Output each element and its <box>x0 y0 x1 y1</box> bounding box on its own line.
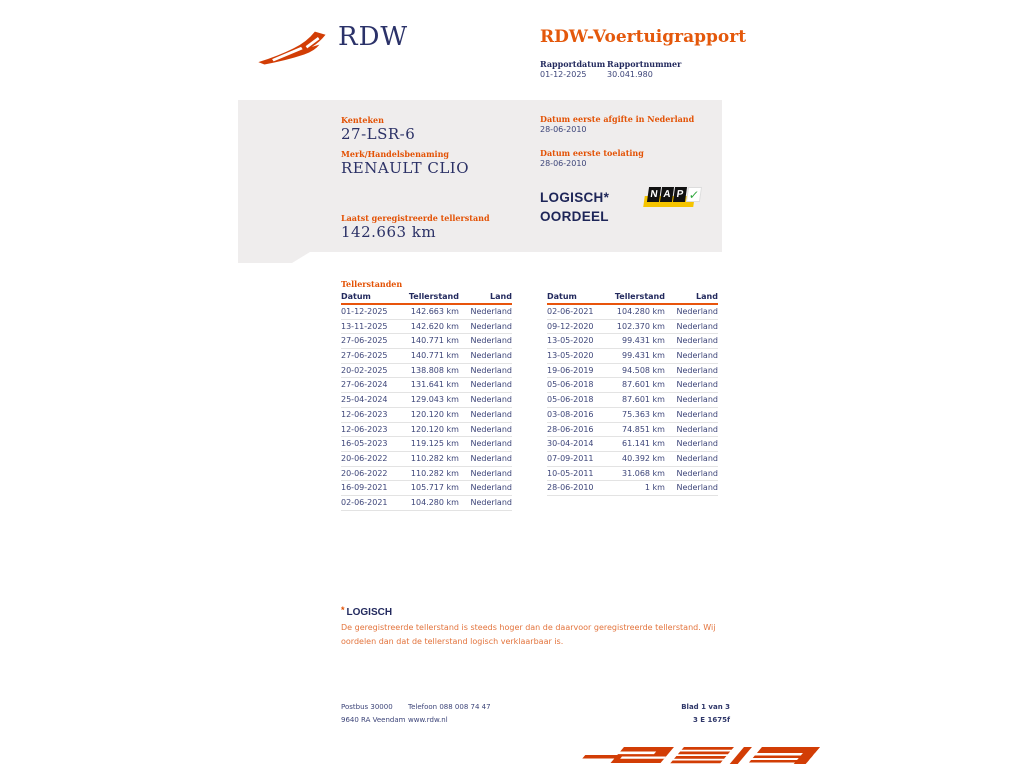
footer-form-code: 3 E 1675f <box>692 716 730 724</box>
table-row <box>341 496 512 511</box>
cell-tellerstand: 31.068 km <box>622 468 665 478</box>
nap-logo <box>648 187 700 209</box>
cell-land: Nederland <box>676 395 718 405</box>
cell-tellerstand: 40.392 km <box>622 453 665 463</box>
cell-tellerstand: 61.141 km <box>622 439 665 449</box>
table-row <box>547 408 718 423</box>
table-row <box>341 334 512 349</box>
table-row <box>341 378 512 393</box>
nap-checkmark-icon: ✓ <box>686 187 702 202</box>
cell-tellerstand: 138.808 km <box>410 365 459 375</box>
cell-land: Nederland <box>470 453 512 463</box>
nap-letter-p: P <box>673 187 687 202</box>
cell-land: Nederland <box>470 336 512 346</box>
table-header-row <box>341 291 512 305</box>
table-row <box>341 408 512 423</box>
speedlines-graphic-icon <box>543 741 823 768</box>
cell-tellerstand: 104.280 km <box>410 497 459 507</box>
nap-letter-a: A <box>660 187 674 202</box>
table-row <box>547 364 718 379</box>
logisch-asterisk: * <box>341 605 345 615</box>
oordeel-text <box>540 188 609 226</box>
cell-datum: 16-09-2021 <box>341 483 388 493</box>
odometer-table-right <box>547 291 718 496</box>
cell-land: Nederland <box>676 380 718 390</box>
table-row <box>547 349 718 364</box>
cell-tellerstand: 1 km <box>644 483 665 493</box>
rdw-logo-text: RDW <box>338 22 409 52</box>
merk-label: Merk/Handelsbenaming <box>341 149 450 159</box>
cell-datum: 27-06-2024 <box>341 380 388 390</box>
cell-datum: 27-06-2025 <box>341 336 388 346</box>
table-row <box>547 481 718 496</box>
cell-land: Nederland <box>676 483 718 493</box>
logisch-heading-text: LOGISCH <box>346 607 393 618</box>
cell-land: Nederland <box>676 307 718 316</box>
cell-datum: 01-12-2025 <box>341 307 388 316</box>
cell-land: Nederland <box>676 424 718 434</box>
cell-land: Nederland <box>470 395 512 405</box>
col-header-land: Land <box>696 292 718 301</box>
cell-tellerstand: 102.370 km <box>616 321 665 331</box>
cell-tellerstand: 75.363 km <box>622 409 665 419</box>
cell-datum: 03-08-2016 <box>547 409 594 419</box>
cell-tellerstand: 129.043 km <box>410 395 459 405</box>
table-body <box>547 305 718 496</box>
page-title: RDW-Voertuigrapport <box>540 27 747 47</box>
cell-datum: 30-04-2014 <box>547 439 594 449</box>
cell-datum: 02-06-2021 <box>547 307 594 316</box>
cell-datum: 05-06-2018 <box>547 380 594 390</box>
rdw-wing-logo-icon <box>256 24 334 66</box>
cell-land: Nederland <box>676 351 718 361</box>
cell-land: Nederland <box>470 307 512 316</box>
table-row <box>341 349 512 364</box>
afgifte-label: Datum eerste afgifte in Nederland <box>540 114 695 124</box>
table-row <box>341 437 512 452</box>
tellerstanden-section-title: Tellerstanden <box>341 279 403 289</box>
cell-datum: 25-04-2024 <box>341 395 388 405</box>
table-row <box>341 320 512 335</box>
table-row <box>547 334 718 349</box>
table-row <box>341 364 512 379</box>
cell-tellerstand: 94.508 km <box>622 365 665 375</box>
cell-tellerstand: 140.771 km <box>410 351 459 361</box>
cell-tellerstand: 131.641 km <box>410 380 459 390</box>
cell-tellerstand: 99.431 km <box>622 351 665 361</box>
cell-land: Nederland <box>470 409 512 419</box>
cell-datum: 02-06-2021 <box>341 497 388 507</box>
table-row <box>547 452 718 467</box>
oordeel-line2: OORDEEL <box>540 209 609 224</box>
col-header-datum: Datum <box>547 292 577 301</box>
odometer-table-left <box>341 291 512 511</box>
cell-tellerstand: 105.717 km <box>410 483 459 493</box>
cell-tellerstand: 87.601 km <box>622 395 665 405</box>
cell-land: Nederland <box>470 351 512 361</box>
cell-tellerstand: 110.282 km <box>410 453 459 463</box>
table-row <box>341 467 512 482</box>
cell-datum: 13-11-2025 <box>341 321 388 331</box>
cell-land: Nederland <box>676 336 718 346</box>
table-row <box>547 378 718 393</box>
cell-datum: 09-12-2020 <box>547 321 594 331</box>
merk-value: RENAULT CLIO <box>341 159 470 177</box>
col-header-tellerstand: Tellerstand <box>408 292 459 301</box>
table-row <box>341 393 512 408</box>
cell-land: Nederland <box>470 365 512 375</box>
footer-address-line2: 9640 RA Veendam <box>341 716 406 724</box>
report-number-value: 30.041.980 <box>607 70 653 79</box>
cell-datum: 28-06-2010 <box>547 483 594 493</box>
afgifte-value: 28-06-2010 <box>540 125 587 134</box>
footer-phone: Telefoon 088 008 74 47 <box>408 703 491 711</box>
cell-tellerstand: 110.282 km <box>410 468 459 478</box>
cell-land: Nederland <box>470 497 512 507</box>
report-date-value: 01-12-2025 <box>540 70 587 79</box>
kenteken-value: 27-LSR-6 <box>341 125 416 143</box>
cell-tellerstand: 142.620 km <box>410 321 459 331</box>
cell-tellerstand: 142.663 km <box>410 307 459 316</box>
col-header-land: Land <box>490 292 512 301</box>
footer-address-line1: Postbus 30000 <box>341 703 393 711</box>
table-row <box>341 423 512 438</box>
cell-datum: 27-06-2025 <box>341 351 388 361</box>
cell-datum: 12-06-2023 <box>341 409 388 419</box>
table-row <box>547 320 718 335</box>
footer-website: www.rdw.nl <box>408 716 448 724</box>
cell-datum: 07-09-2011 <box>547 453 594 463</box>
logisch-explanation-text: De geregistreerde tellerstand is steeds hoger dan de daarvoor geregistreerde tellerstand. Wij oordelen dan dat de tellerstand logisch verklaarbaar is. <box>341 623 716 646</box>
footer-page-number: Blad 1 van 3 <box>681 703 730 711</box>
table-row <box>341 305 512 320</box>
cell-land: Nederland <box>470 380 512 390</box>
cell-datum: 20-06-2022 <box>341 468 388 478</box>
toelating-value: 28-06-2010 <box>540 159 587 168</box>
panel-notch <box>238 252 310 263</box>
cell-land: Nederland <box>676 365 718 375</box>
cell-datum: 13-05-2020 <box>547 351 594 361</box>
cell-land: Nederland <box>470 321 512 331</box>
cell-datum: 28-06-2016 <box>547 424 594 434</box>
cell-datum: 20-02-2025 <box>341 365 388 375</box>
tellerstand-value: 142.663 km <box>341 223 437 241</box>
oordeel-line1: LOGISCH* <box>540 190 610 205</box>
cell-datum: 05-06-2018 <box>547 395 594 405</box>
cell-land: Nederland <box>676 409 718 419</box>
table-row <box>547 467 718 482</box>
report-date-label: Rapportdatum <box>540 59 606 69</box>
cell-tellerstand: 99.431 km <box>622 336 665 346</box>
cell-datum: 16-05-2023 <box>341 439 388 449</box>
table-row <box>341 452 512 467</box>
cell-datum: 13-05-2020 <box>547 336 594 346</box>
cell-tellerstand: 104.280 km <box>616 307 665 316</box>
cell-tellerstand: 120.120 km <box>410 424 459 434</box>
table-header-row <box>547 291 718 305</box>
cell-tellerstand: 140.771 km <box>410 336 459 346</box>
table-row <box>547 305 718 320</box>
col-header-tellerstand: Tellerstand <box>614 292 665 301</box>
table-row <box>547 393 718 408</box>
col-header-datum: Datum <box>341 292 371 301</box>
cell-land: Nederland <box>470 424 512 434</box>
cell-land: Nederland <box>676 321 718 331</box>
logisch-heading <box>341 605 392 618</box>
table-row <box>341 481 512 496</box>
table-body <box>341 305 512 511</box>
nap-letter-n: N <box>647 187 661 202</box>
cell-datum: 20-06-2022 <box>341 453 388 463</box>
cell-datum: 10-05-2011 <box>547 468 594 478</box>
cell-land: Nederland <box>470 483 512 493</box>
kenteken-label: Kenteken <box>341 115 384 125</box>
table-row <box>547 423 718 438</box>
cell-land: Nederland <box>470 439 512 449</box>
toelating-label: Datum eerste toelating <box>540 148 644 158</box>
report-number-label: Rapportnummer <box>607 59 682 69</box>
cell-land: Nederland <box>676 468 718 478</box>
cell-datum: 12-06-2023 <box>341 424 388 434</box>
cell-land: Nederland <box>676 453 718 463</box>
table-row <box>547 437 718 452</box>
cell-tellerstand: 74.851 km <box>622 424 665 434</box>
cell-land: Nederland <box>676 439 718 449</box>
tellerstand-label: Laatst geregistreerde tellerstand <box>341 213 490 223</box>
cell-land: Nederland <box>470 468 512 478</box>
cell-datum: 19-06-2019 <box>547 365 594 375</box>
cell-tellerstand: 119.125 km <box>410 439 459 449</box>
cell-tellerstand: 87.601 km <box>622 380 665 390</box>
cell-tellerstand: 120.120 km <box>410 409 459 419</box>
